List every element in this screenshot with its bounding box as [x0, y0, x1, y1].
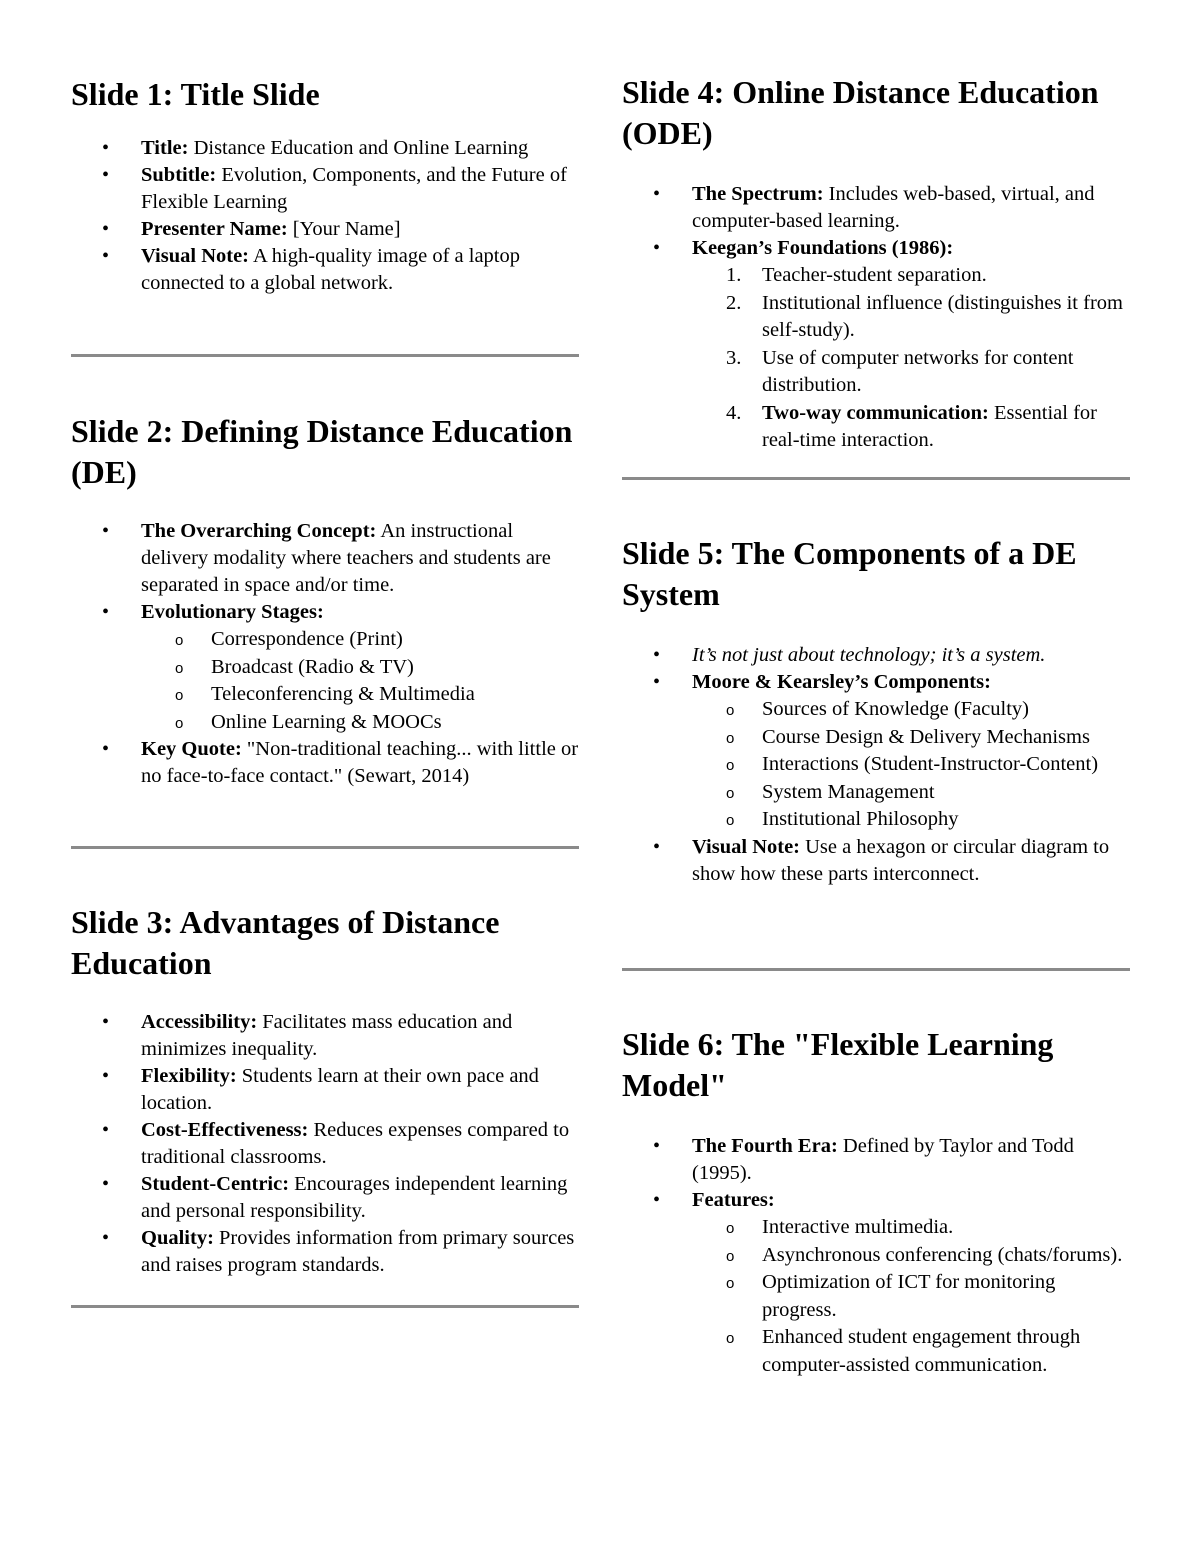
sub-item-label: Two-way communication:: [762, 401, 989, 424]
item-text: An instructional delivery modality where teachers and students are separated in space and/or time.: [141, 520, 551, 596]
item-label: Evolutionary Stages:: [141, 601, 324, 623]
item-text: Provides information from primary sources and raises program standards.: [141, 1227, 575, 1276]
sub-item-text: Asynchronous conferencing (chats/forums).: [762, 1243, 1123, 1266]
bullet-icon: •: [653, 1189, 661, 1211]
sub-list-item: [622, 751, 1132, 779]
item-text: Use a hexagon or circular diagram to show how these parts interconnect.: [692, 835, 1110, 885]
sub-item-text: Teleconferencing & Multimedia: [211, 683, 475, 705]
slide-6-section: [622, 1024, 1132, 1379]
section-divider: [622, 477, 1130, 480]
slide-5-section: [622, 533, 1132, 888]
sub-item-text: Interactive multimedia.: [762, 1216, 954, 1238]
slide-5-list: [622, 642, 1132, 888]
sub-item-text: Sources of Knowledge (Faculty): [762, 698, 1030, 720]
bullet-icon: •: [102, 601, 110, 623]
section-divider: [71, 846, 579, 849]
slide-2-title: Slide 2: Defining Distance Education (DE): [71, 413, 573, 490]
item-label: Key Quote:: [141, 738, 242, 760]
sub-list-item: [622, 724, 1132, 752]
slide-2-list: [71, 518, 581, 790]
bullet-icon: •: [653, 237, 661, 259]
list-item: [622, 235, 1132, 455]
item-label: The Fourth Era:: [692, 1135, 838, 1157]
sub-item-text: Teacher-student separation.: [762, 264, 987, 286]
sub-item-text: Correspondence (Print): [211, 628, 403, 650]
circle-bullet-icon: o: [175, 714, 184, 732]
item-label: Accessibility:: [141, 1011, 258, 1033]
circle-bullet-icon: o: [175, 632, 184, 649]
item-label: Student-Centric:: [141, 1173, 290, 1195]
item-label: The Spectrum:: [692, 183, 824, 205]
sub-item-text: Use of computer networks for content distribution.: [762, 346, 1074, 396]
item-text: Includes web-based, virtual, and computer-based learning.: [692, 183, 1095, 232]
circle-bullet-icon: o: [726, 1220, 735, 1237]
item-label: Presenter Name:: [141, 218, 288, 240]
list-item: [71, 1009, 581, 1063]
numbered-list-item: [622, 290, 1132, 345]
slide-6-list: [622, 1133, 1132, 1379]
sub-list-item: [622, 1242, 1132, 1270]
sub-list-item: [71, 626, 581, 654]
circle-bullet-icon: o: [726, 1247, 735, 1265]
item-label: Features:: [692, 1189, 775, 1211]
bullet-icon: •: [102, 164, 110, 186]
numbered-list-item: [622, 400, 1132, 455]
section-divider: [71, 1305, 579, 1308]
item-text: "Non-traditional teaching... with little or no face-to-face contact." (Sewart, 2014): [141, 738, 579, 787]
item-label: Visual Note:: [692, 835, 800, 858]
list-item: [71, 518, 581, 599]
slide-4-list: [622, 181, 1132, 455]
bullet-icon: •: [102, 1173, 110, 1195]
sub-list-item: [71, 654, 581, 682]
slide-3-title: Slide 3: Advantages of Distance Education: [71, 904, 500, 981]
item-italic-text: It’s not just about technology; it’s a system.: [692, 644, 1046, 666]
sub-list-item: [622, 1214, 1132, 1242]
item-label: Quality:: [141, 1227, 214, 1249]
slide-3-list: [71, 1009, 581, 1279]
sub-item-text: Interactions (Student-Instructor-Content): [762, 753, 1099, 775]
list-item: [622, 1133, 1132, 1187]
slide-1-section: [71, 72, 581, 297]
bullet-icon: •: [102, 137, 110, 159]
list-item: [71, 1117, 581, 1171]
bullet-icon: •: [102, 520, 110, 542]
item-label: Subtitle:: [141, 164, 217, 186]
bullet-icon: •: [102, 1011, 110, 1033]
slide-5-title: Slide 5: The Components of a DE System: [622, 535, 1077, 612]
circle-bullet-icon: o: [726, 1330, 735, 1347]
number-marker: 3.: [726, 346, 742, 369]
list-item: [71, 599, 581, 736]
number-marker: 1.: [726, 264, 742, 286]
item-label: Cost-Effectiveness:: [141, 1119, 309, 1141]
sub-list: [692, 696, 1132, 834]
sub-list: [141, 626, 581, 736]
section-divider: [622, 968, 1130, 971]
bullet-icon: •: [102, 1227, 110, 1249]
item-text: Distance Education and Online Learning: [188, 137, 529, 159]
list-item: [71, 135, 581, 162]
bullet-icon: •: [653, 183, 661, 205]
item-text: A high-quality image of a laptop connected to a global network.: [141, 245, 521, 294]
list-item: [622, 834, 1132, 888]
number-marker: 2.: [726, 291, 742, 314]
slide-6-title: Slide 6: The "Flexible Learning Model": [622, 1026, 1054, 1103]
item-label: Keegan’s Foundations (1986):: [692, 237, 954, 259]
sub-item-text: Course Design & Delivery Mechanisms: [762, 725, 1090, 748]
slide-1-title: Slide 1: Title Slide: [71, 76, 320, 112]
sub-list: [692, 1214, 1132, 1379]
circle-bullet-icon: o: [175, 659, 184, 677]
item-label: The Overarching Concept:: [141, 520, 377, 542]
sub-item-text: Essential for real-time interaction.: [762, 401, 1097, 451]
item-label: Title:: [141, 137, 189, 159]
sub-list-item: [71, 681, 581, 709]
list-item: [71, 162, 581, 216]
item-text: Encourages independent learning and personal responsibility.: [141, 1173, 568, 1222]
sub-item-text: Optimization of ICT for monitoring progress.: [762, 1271, 1056, 1321]
slide-2-section: [71, 411, 581, 790]
sub-list-item: [622, 1324, 1132, 1379]
slide-4-title: Slide 4: Online Distance Education (ODE): [622, 74, 1099, 151]
circle-bullet-icon: o: [726, 757, 735, 774]
item-label: Moore & Kearsley’s Components:: [692, 671, 991, 693]
sub-item-text: Broadcast (Radio & TV): [211, 655, 414, 678]
sub-item-text: Online Learning & MOOCs: [211, 710, 442, 733]
bullet-icon: •: [653, 1135, 661, 1157]
sub-list-item: [622, 1269, 1132, 1324]
sub-item-text: System Management: [762, 780, 935, 803]
numbered-list: [692, 262, 1132, 455]
bullet-icon: •: [653, 644, 661, 666]
sub-item-text: Institutional Philosophy: [762, 808, 959, 830]
numbered-list-item: [622, 262, 1132, 290]
item-text: Evolution, Components, and the Future of Flexible Learning: [141, 164, 567, 213]
list-item: [71, 1171, 581, 1225]
item-text: Defined by Taylor and Todd (1995).: [692, 1135, 1074, 1184]
bullet-icon: •: [102, 1065, 110, 1087]
numbered-list-item: [622, 345, 1132, 400]
slide-1-list: [71, 135, 581, 297]
slide-4-section: [622, 72, 1132, 455]
bullet-icon: •: [102, 218, 110, 240]
bullet-icon: •: [102, 1119, 110, 1141]
list-item: [71, 1225, 581, 1279]
sub-list-item: [622, 806, 1132, 834]
item-text: Students learn at their own pace and location.: [141, 1065, 539, 1114]
bullet-icon: •: [653, 671, 661, 693]
list-item: [71, 736, 581, 790]
item-text: Facilitates mass education and minimizes inequality.: [141, 1011, 513, 1060]
list-item: [71, 243, 581, 297]
circle-bullet-icon: o: [726, 784, 735, 802]
list-item: [622, 669, 1132, 834]
bullet-icon: •: [102, 738, 110, 760]
bullet-icon: •: [653, 835, 661, 858]
sub-list-item: [622, 779, 1132, 807]
circle-bullet-icon: o: [726, 729, 735, 747]
list-item: [622, 181, 1132, 235]
list-item: [622, 1187, 1132, 1379]
bullet-icon: •: [102, 245, 110, 267]
item-label: Visual Note:: [141, 245, 249, 267]
sub-item-text: Institutional influence (distinguishes it from self-study).: [762, 291, 1123, 341]
sub-item-text: Enhanced student engagement through computer-assisted communication.: [762, 1326, 1081, 1376]
item-text: Reduces expenses compared to traditional classrooms.: [141, 1119, 570, 1168]
section-divider: [71, 354, 579, 357]
circle-bullet-icon: o: [175, 687, 184, 704]
list-item: [71, 216, 581, 243]
item-text: [Your Name]: [287, 218, 401, 240]
sub-list-item: [622, 696, 1132, 724]
list-item: [622, 642, 1132, 669]
circle-bullet-icon: o: [726, 702, 735, 719]
circle-bullet-icon: o: [726, 812, 735, 829]
circle-bullet-icon: o: [726, 1275, 735, 1292]
list-item: [71, 1063, 581, 1117]
number-marker: 4.: [726, 401, 742, 424]
slide-3-section: [71, 902, 581, 1279]
item-label: Flexibility:: [141, 1065, 237, 1087]
sub-list-item: [71, 709, 581, 737]
